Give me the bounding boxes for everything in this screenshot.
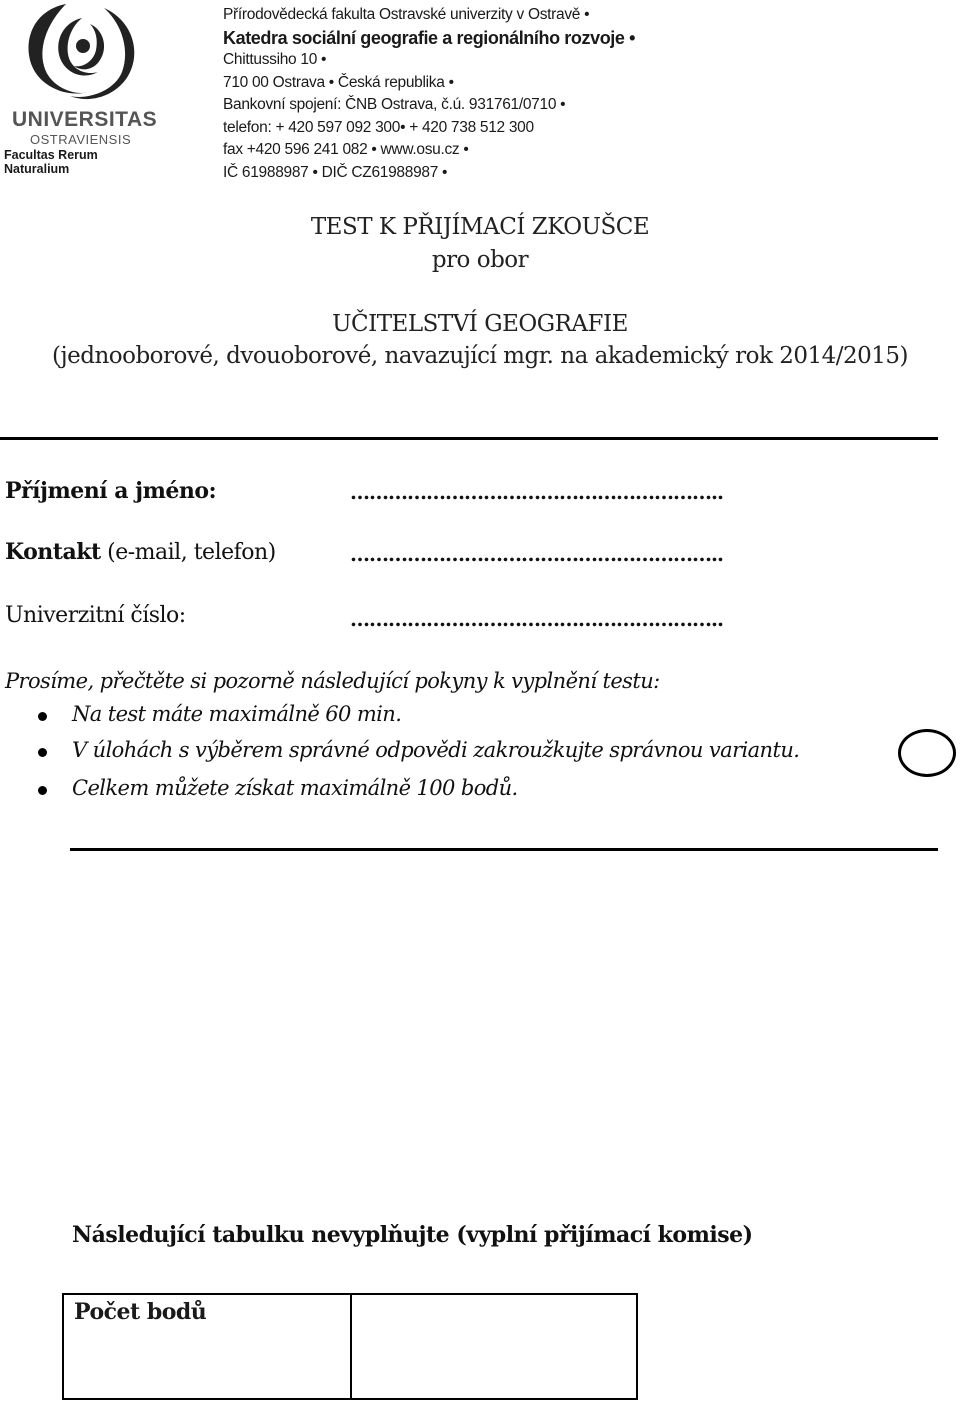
field-details: (jednooborové, dvouoborové, navazující mgr. na akademický rok 2014/2015)	[52, 343, 908, 369]
name-label: Příjmení a jméno:	[5, 478, 217, 504]
instruction-item: Celkem můžete získat maximálně 100 bodů.	[72, 776, 518, 800]
contact-label: Kontakt (e-mail, telefon)	[5, 539, 276, 565]
top-divider	[0, 437, 938, 440]
university-id-field[interactable]: …………………………………………………..	[350, 607, 723, 631]
for-field-text: pro obor	[431, 247, 529, 273]
faculty-name: Přírodovědecká fakulta Ostravské univerzity v Ostravě •	[223, 6, 590, 23]
logo-emblem-icon	[4, 0, 164, 108]
bullet-icon	[38, 786, 47, 795]
bank-details: Bankovní spojení: ČNB Ostrava, č.ú. 931761/0710 •	[223, 96, 566, 113]
instruction-item: V úlohách s výběrem správné odpovědi zakroužkujte správnou variantu.	[72, 738, 800, 762]
bullet-icon	[38, 748, 47, 757]
department-name: Katedra sociální geografie a regionálního rozvoje •	[223, 27, 636, 48]
institution-header	[223, 4, 783, 184]
fax-web: fax +420 596 241 082 • www.osu.cz •	[223, 141, 469, 158]
phone-numbers: telefon: + 420 597 092 300• + 420 738 512 300	[223, 118, 534, 136]
logo-line-2: OSTRAVIENSIS	[30, 132, 132, 147]
university-id-label: Univerzitní číslo:	[5, 603, 186, 628]
name-field[interactable]: …………………………………………………..	[350, 480, 723, 504]
company-ids: IČ 61988987 • DIČ CZ61988987 •	[223, 163, 448, 181]
circle-example-icon	[898, 729, 956, 777]
logo-line-1: UNIVERSITAS	[12, 108, 158, 131]
bottom-divider	[70, 848, 938, 851]
test-title: TEST K PŘIJÍMACÍ ZKOUŠCE	[310, 214, 650, 240]
logo-line-3: Facultas Rerum Naturalium	[4, 148, 98, 176]
field-title: UČITELSTVÍ GEOGRAFIE	[332, 311, 628, 337]
bullet-icon	[38, 712, 47, 721]
contact-field[interactable]: …………………………………………………..	[350, 542, 723, 566]
street-address: Chittussiho 10 •	[223, 51, 327, 68]
score-table	[62, 1293, 638, 1400]
instruction-item: Na test máte maximálně 60 min.	[72, 702, 402, 726]
score-value-cell[interactable]	[352, 1295, 636, 1398]
instructions-intro: Prosíme, přečtěte si pozorně následující pokyny k vyplnění testu:	[5, 669, 660, 693]
score-label: Počet bodů	[64, 1295, 352, 1398]
committee-note: Následující tabulku nevyplňujte (vyplní přijímací komise)	[72, 1222, 753, 1248]
city-address: 710 00 Ostrava • Česká republika •	[223, 73, 454, 91]
